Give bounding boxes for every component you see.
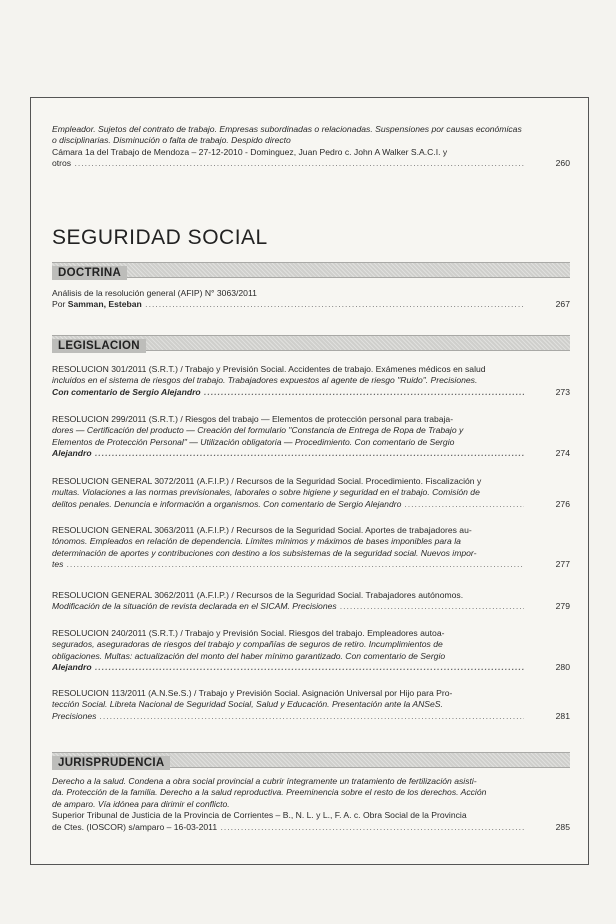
entry-last-line: Precisiones ..... <box>52 711 524 722</box>
entry-line: Derecho a la salud. Condena a obra social provincial a cubrir íntegramente un tratamiento de fertilización asisti- <box>52 776 477 786</box>
entry-line: RESOLUCION 240/2011 (S.R.T.) / Trabajo y Previsión Social. Riesgos del trabajo. Empleadores autoa- <box>52 628 445 638</box>
entry-line: determinación de aportes y contribuciones con destino a los subsistemas de la seguridad social. Nuevos impor- <box>52 547 477 558</box>
entry-citation: Superior Tribunal de Justicia de la Provincia de Corrientes – B., N. L. y L., F. A. c. Obra Social de la Provincia <box>52 810 467 821</box>
top-entry-citation-end: otros ..... <box>52 158 524 169</box>
legislacion-entry <box>52 688 570 722</box>
jurisprudencia-heading: JURISPRUDENCIA <box>52 756 170 770</box>
legislacion-entry <box>52 364 570 398</box>
page-number: 274 <box>530 448 570 459</box>
doctrina-band <box>52 262 570 278</box>
legislacion-entry <box>52 476 570 510</box>
entry-line: tección Social. Libreta Nacional de Seguridad Social, Salud y Educación. Presentación ante la ANSeS. <box>52 699 443 710</box>
top-entry <box>52 124 570 170</box>
page-number: 279 <box>530 601 570 612</box>
doctrina-heading: DOCTRINA <box>52 266 127 280</box>
doctrina-entry-by: Por <box>52 299 66 310</box>
entry-line: obligaciones. Multas: actualización del monto del haber mínimo garantizado. Con comentario de Sergio <box>52 650 446 661</box>
entry-last-line: tes ..... <box>52 559 524 570</box>
page-number: 260 <box>530 158 570 169</box>
entry-last-line: delitos penales. Denuncia e información a organismos. Con comentario de Sergio Alejandro ..... <box>52 499 524 510</box>
entry-line: Elementos de Protección Personal" — Utilización obligatoria — Procedimiento. Con comentario de Sergio <box>52 436 455 447</box>
jurisprudencia-band <box>52 752 570 768</box>
entry-line: RESOLUCION 301/2011 (S.R.T.) / Trabajo y Previsión Social. Accidentes de trabajo. Exámenes médicos en salud <box>52 364 486 374</box>
entry-line: RESOLUCION 113/2011 (A.N.Se.S.) / Trabajo y Previsión Social. Asignación Universal por Hijo para Pro- <box>52 688 453 698</box>
doctrina-entry-author: Samman, Esteban <box>67 299 142 310</box>
page-number: 280 <box>530 662 570 673</box>
top-entry-citation: Cámara 1a del Trabajo de Mendoza – 27-12-2010 - Dominguez, Juan Pedro c. John A Walker S.A.C.I. y <box>52 146 448 157</box>
entry-line: de amparo. Vía idónea para dirimir el conflicto. <box>52 798 230 809</box>
jurisprudencia-entry <box>52 776 570 833</box>
legislacion-entry <box>52 525 570 571</box>
entry-last-line: Modificación de la situación de revista declarada en el SICAM. Precisiones ..... <box>52 601 524 612</box>
entry-line: RESOLUCION GENERAL 3062/2011 (A.F.I.P.) / Recursos de la Seguridad Social. Trabajadores autónomos. <box>52 590 464 600</box>
page-number: 281 <box>530 711 570 722</box>
doctrina-entry <box>52 288 570 311</box>
entry-line: incluidos en el sistema de riesgos del trabajo. Trabajadores expuestos al agente de riesgo "Ruido". Precisiones. <box>52 375 478 386</box>
entry-last-line: Alejandro ..... <box>52 662 524 673</box>
legislacion-entry <box>52 414 570 460</box>
entry-last-line: Alejandro ..... <box>52 448 524 459</box>
entry-line: RESOLUCION GENERAL 3063/2011 (A.F.I.P.) / Recursos de la Seguridad Social. Aportes de trabajadores au- <box>52 525 472 535</box>
legislacion-heading: LEGISLACION <box>52 339 146 353</box>
page-number: 277 <box>530 559 570 570</box>
top-entry-description: Empleador. Sujetos del contrato de trabajo. Empresas subordinadas o relacionadas. Suspensiones por causas económicas o disciplinarias. Disminución o falta de trabajo. Despido directo <box>52 124 522 146</box>
entry-last-line: Con comentario de Sergio Alejandro ..... <box>52 387 524 398</box>
entry-line: segurados, aseguradoras de riesgos del trabajo y compañías de seguros de retiro. Incumplimientos de <box>52 639 443 650</box>
entry-line: tónomos. Empleados en relación de dependencia. Límites mínimos y máximos de bases imponibles para la <box>52 536 461 547</box>
page-number: 285 <box>530 822 570 833</box>
entry-line: multas. Violaciones a las normas previsionales, laborales o sobre higiene y seguridad en el trabajo. Comisión de <box>52 487 480 498</box>
page-number: 267 <box>530 299 570 310</box>
page-number: 276 <box>530 499 570 510</box>
section-title: SEGURIDAD SOCIAL <box>52 226 268 249</box>
entry-line: da. Protección de la familia. Derecho a la salud reproductiva. Preeminencia sobre el resto de los derechos. Acción <box>52 787 487 798</box>
entry-line: RESOLUCION 299/2011 (S.R.T.) / Riesgos del trabajo — Elementos de protección personal para trabaja- <box>52 414 454 424</box>
legislacion-entry <box>52 628 570 674</box>
legislacion-entry <box>52 590 570 613</box>
entry-last-line: de Ctes. (IOSCOR) s/amparo – 16-03-2011 ..... <box>52 822 524 833</box>
legislacion-band <box>52 335 570 351</box>
page-number: 273 <box>530 387 570 398</box>
doctrina-entry-title: Análisis de la resolución general (AFIP) N° 3063/2011 <box>52 288 257 298</box>
entry-line: RESOLUCION GENERAL 3072/2011 (A.F.I.P.) / Recursos de la Seguridad Social. Procedimiento. Fiscalización y <box>52 476 482 486</box>
entry-line: dores — Certificación del producto — Creación del formulario "Constancia de Entrega de Ropa de Trabajo y <box>52 425 464 436</box>
